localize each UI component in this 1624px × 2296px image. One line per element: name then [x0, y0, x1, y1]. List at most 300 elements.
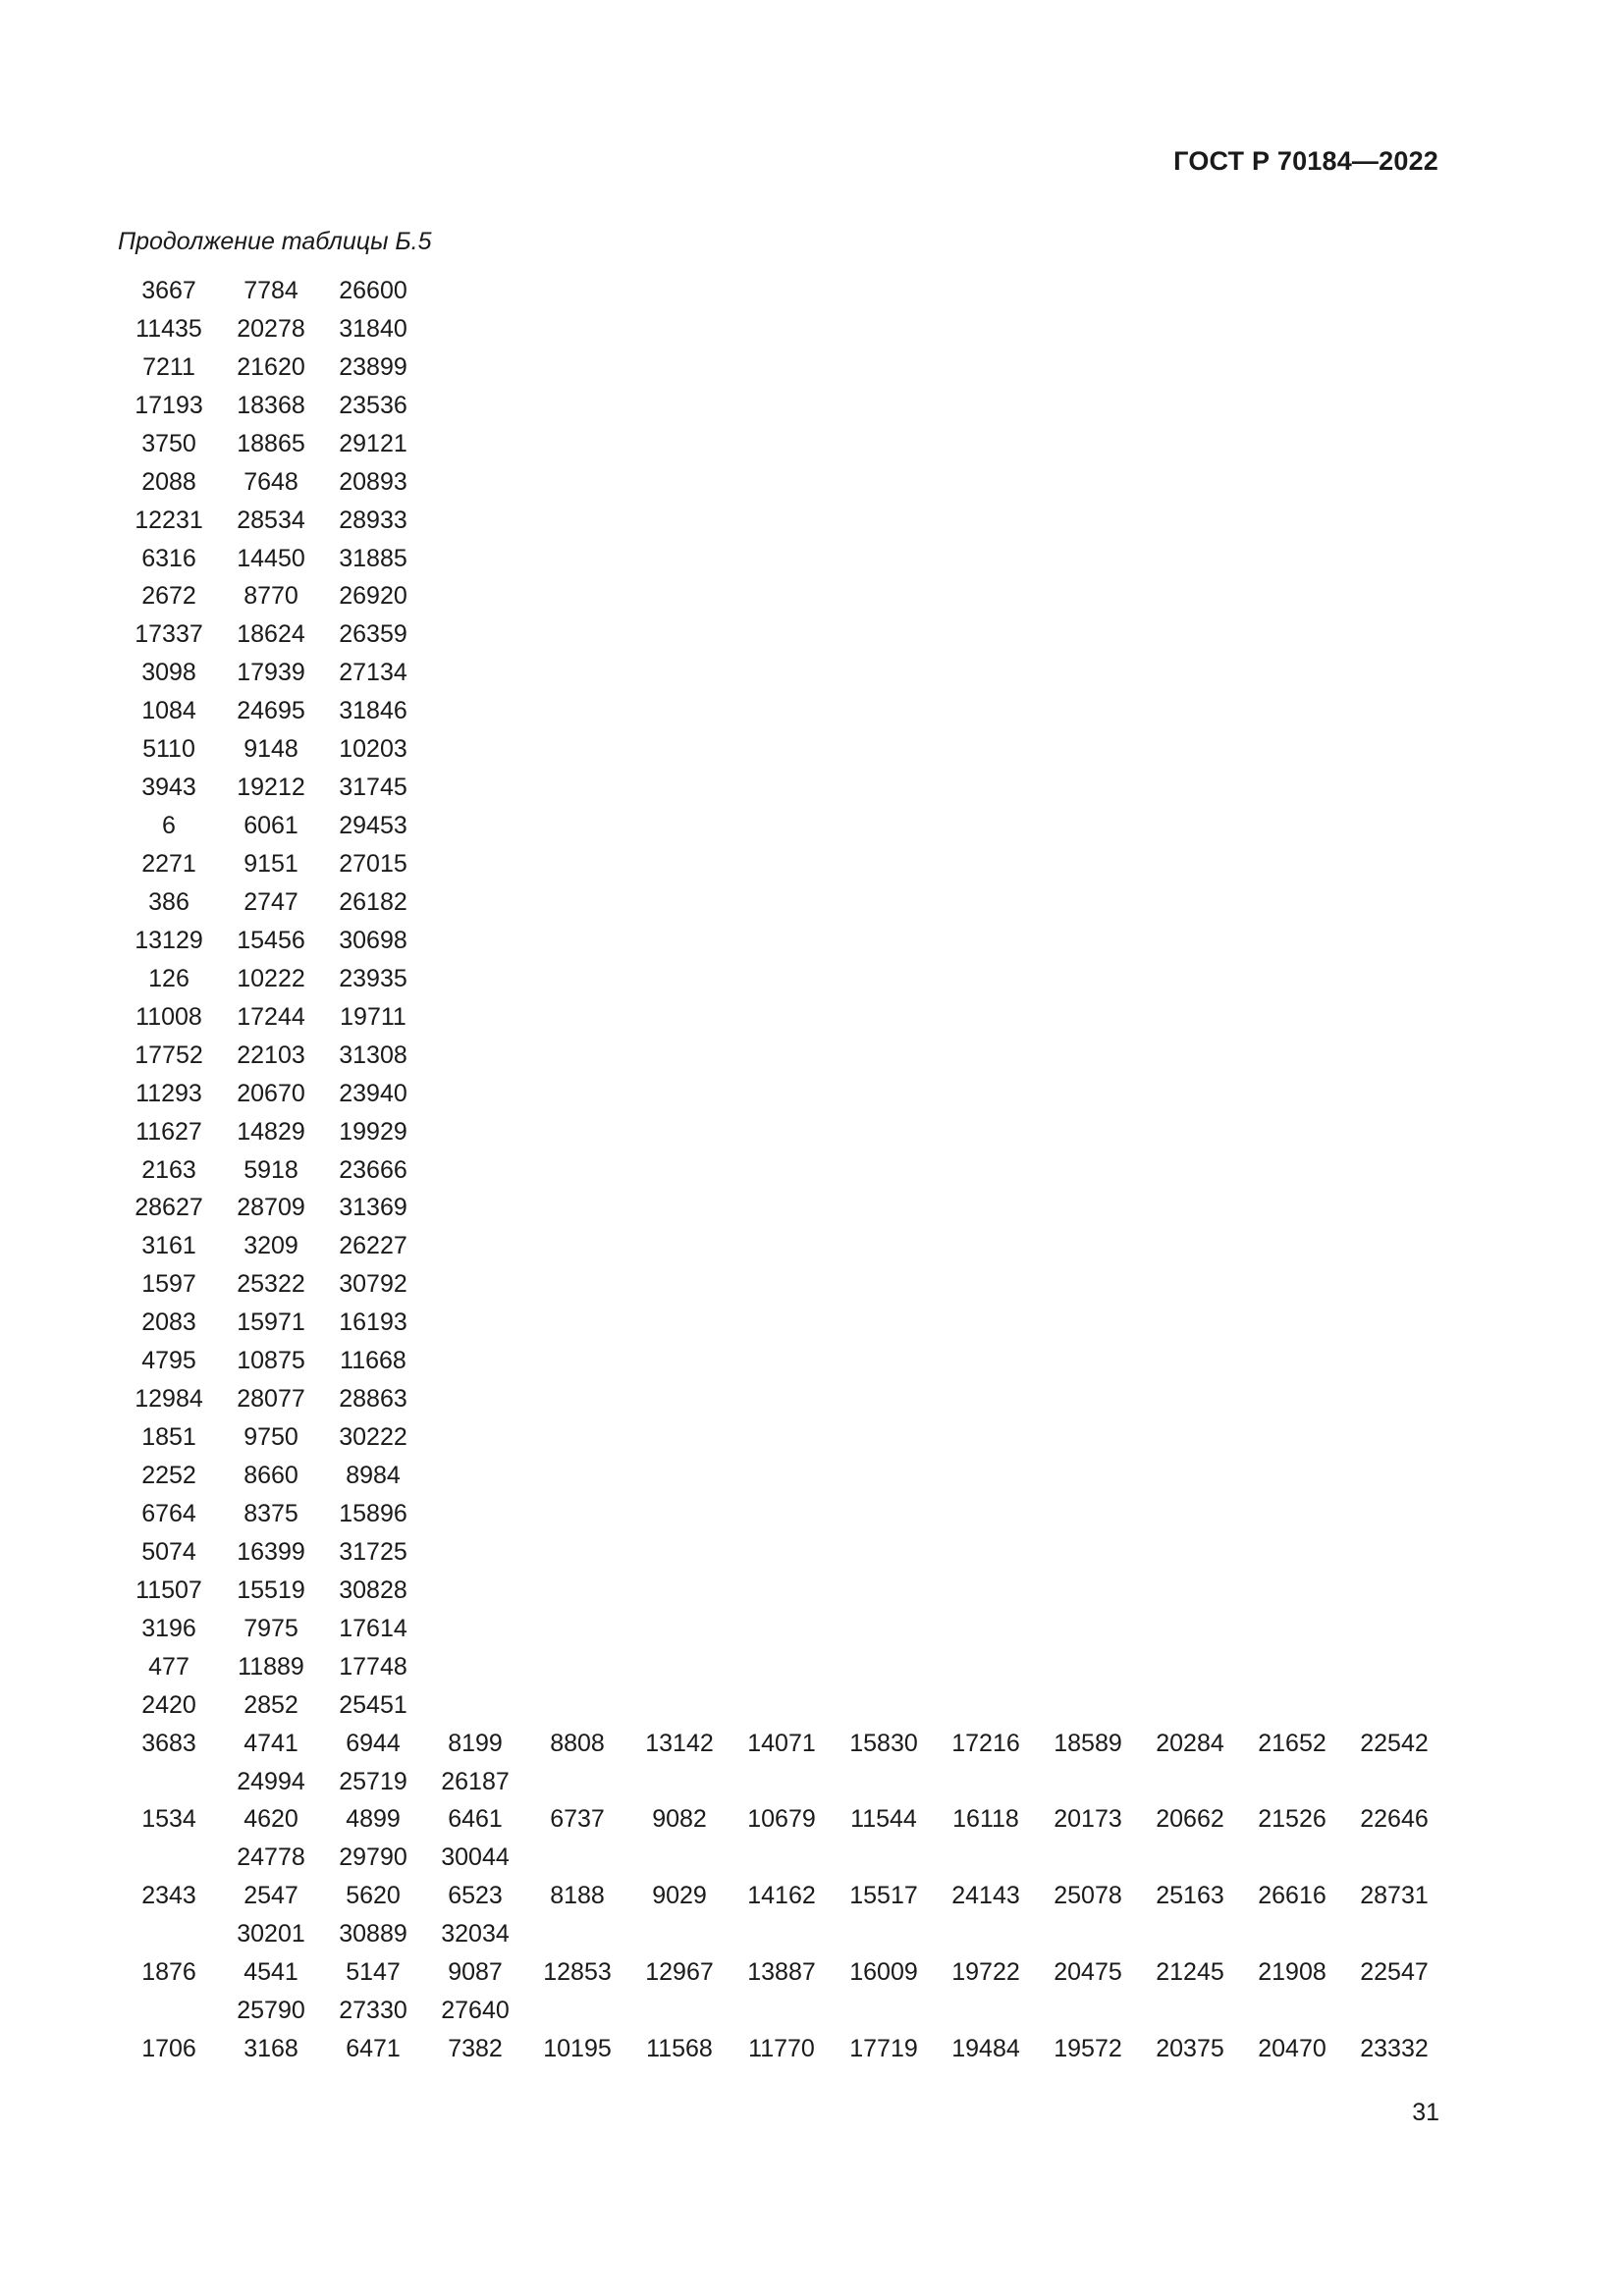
table-cell [731, 1265, 833, 1304]
table-cell [628, 1648, 731, 1686]
table-cell [1343, 883, 1445, 922]
table-cell [1037, 1304, 1139, 1342]
table-cell [1037, 654, 1139, 692]
table-cell [424, 654, 526, 692]
table-cell [424, 1457, 526, 1495]
table-cell [424, 540, 526, 578]
table-cell: 23940 [339, 1079, 407, 1107]
table-cell [1139, 1915, 1241, 1953]
table-cell [935, 1342, 1037, 1380]
table-cell [731, 348, 833, 387]
table-cell: 30222 [339, 1423, 407, 1452]
table-cell [1241, 1151, 1343, 1190]
table-cell [1037, 1418, 1139, 1457]
table-cell [1037, 348, 1139, 387]
table-cell [424, 1572, 526, 1610]
table-cell [526, 1075, 628, 1113]
table-cell [628, 730, 731, 769]
table-row [118, 1457, 1445, 1495]
table-cell [1343, 1610, 1445, 1648]
table-cell [1139, 1342, 1241, 1380]
table-cell: 11544 [850, 1805, 917, 1834]
table-cell: 10875 [237, 1347, 305, 1375]
table-cell: 26616 [1258, 1882, 1326, 1910]
table-cell: 10195 [543, 2035, 612, 2063]
table-cell [1139, 922, 1241, 960]
table-cell [118, 1992, 220, 2030]
table-cell [628, 769, 731, 807]
table-cell [731, 1151, 833, 1190]
table-cell [1037, 1113, 1139, 1151]
table-row [118, 1190, 1445, 1228]
table-cell [424, 1037, 526, 1075]
table-cell [731, 960, 833, 998]
table-cell: 4541 [244, 1958, 298, 1987]
table-cell [731, 692, 833, 730]
table-cell [731, 615, 833, 654]
table-row [118, 387, 1445, 425]
table-cell: 22542 [1360, 1729, 1429, 1757]
table-cell [833, 348, 935, 387]
table-cell [1037, 578, 1139, 616]
table-cell: 18589 [1054, 1729, 1122, 1757]
table-cell: 25719 [339, 1767, 407, 1795]
document-id: ГОСТ Р 70184—2022 [1173, 146, 1438, 176]
table-cell [935, 807, 1037, 845]
table-cell: 25078 [1054, 1882, 1122, 1910]
table-cell [1343, 807, 1445, 845]
table-cell: 3209 [244, 1232, 298, 1260]
table-cell [1241, 1113, 1343, 1151]
table-cell: 26227 [339, 1232, 407, 1260]
table-cell: 22103 [237, 1041, 305, 1069]
table-cell [935, 1572, 1037, 1610]
table-cell [424, 1495, 526, 1533]
table-cell [1343, 272, 1445, 310]
table-cell [1037, 1037, 1139, 1075]
table-cell [526, 1151, 628, 1190]
table-cell [833, 1457, 935, 1495]
table-cell [1241, 960, 1343, 998]
table-cell: 20670 [237, 1079, 305, 1107]
table-cell [1343, 922, 1445, 960]
table-cell [628, 1113, 731, 1151]
table-row [118, 1648, 1445, 1686]
table-cell [1139, 807, 1241, 845]
table-cell: 2747 [244, 887, 298, 916]
table-row [118, 1342, 1445, 1380]
table-cell [526, 1915, 628, 1953]
table-cell [1139, 1457, 1241, 1495]
table-cell: 126 [148, 964, 189, 992]
table-cell: 24994 [237, 1767, 305, 1795]
table-cell [1037, 1457, 1139, 1495]
table-cell [1241, 922, 1343, 960]
table-cell [833, 425, 935, 463]
table-cell [1241, 1610, 1343, 1648]
table-cell [935, 1915, 1037, 1953]
table-cell [1241, 272, 1343, 310]
table-cell [1037, 730, 1139, 769]
table-cell: 28709 [237, 1194, 305, 1222]
table-cell [1037, 1342, 1139, 1380]
table-cell [424, 1342, 526, 1380]
table-cell [731, 1572, 833, 1610]
table-cell [1343, 1915, 1445, 1953]
table-cell [1343, 1418, 1445, 1457]
table-cell [833, 692, 935, 730]
table-cell [731, 1533, 833, 1572]
table-cell: 6061 [244, 812, 298, 840]
table-cell: 19722 [951, 1958, 1020, 1987]
table-cell: 17337 [135, 620, 203, 649]
table-cell [424, 502, 526, 540]
table-cell [526, 807, 628, 845]
table-cell [1343, 1648, 1445, 1686]
table-cell [833, 1572, 935, 1610]
table-cell: 3168 [244, 2035, 298, 2063]
table-cell [1139, 1839, 1241, 1877]
table-cell: 17939 [237, 659, 305, 687]
table-row [118, 1915, 1445, 1953]
table-cell [628, 425, 731, 463]
table-cell [935, 960, 1037, 998]
table-cell [935, 1839, 1037, 1877]
table-cell [1139, 1113, 1241, 1151]
table-cell [1139, 1992, 1241, 2030]
table-cell: 22646 [1360, 1805, 1429, 1834]
table-cell [424, 1265, 526, 1304]
table-cell [424, 1380, 526, 1418]
table-cell [1037, 1380, 1139, 1418]
table-cell [935, 1151, 1037, 1190]
table-cell [1139, 1763, 1241, 1801]
table-cell [1037, 1190, 1139, 1228]
table-cell [833, 960, 935, 998]
table-row [118, 1265, 1445, 1304]
table-cell: 7784 [244, 276, 298, 304]
table-cell [1343, 348, 1445, 387]
table-cell [731, 769, 833, 807]
table-cell [731, 540, 833, 578]
table-row [118, 502, 1445, 540]
table-cell [731, 387, 833, 425]
table-cell [526, 1113, 628, 1151]
table-cell [731, 1839, 833, 1877]
table-cell: 13887 [747, 1958, 816, 1987]
table-cell [1139, 998, 1241, 1037]
table-cell: 18865 [237, 429, 305, 457]
table-cell [833, 1418, 935, 1457]
table-cell [833, 730, 935, 769]
table-cell [1037, 807, 1139, 845]
table-cell [628, 502, 731, 540]
table-cell: 8375 [244, 1499, 298, 1527]
table-cell: 16009 [849, 1958, 918, 1987]
table-cell: 10203 [339, 735, 407, 764]
table-cell [526, 1610, 628, 1648]
table-cell: 28731 [1360, 1882, 1429, 1910]
table-cell [628, 1992, 731, 2030]
table-cell [1241, 769, 1343, 807]
table-cell: 31745 [339, 774, 407, 802]
table-row [118, 1839, 1445, 1877]
table-cell: 29453 [339, 812, 407, 840]
table-cell [935, 310, 1037, 348]
table-cell [935, 1610, 1037, 1648]
table-cell: 21652 [1258, 1729, 1326, 1757]
table-cell [628, 272, 731, 310]
table-cell [833, 578, 935, 616]
table-cell [424, 1227, 526, 1265]
table-cell [628, 1151, 731, 1190]
table-row [118, 578, 1445, 616]
table-cell [526, 578, 628, 616]
table-cell [628, 1037, 731, 1075]
table-cell [731, 807, 833, 845]
table-cell: 17748 [339, 1652, 407, 1681]
table-cell: 28534 [237, 506, 305, 534]
table-cell: 26182 [339, 887, 407, 916]
table-cell [526, 1533, 628, 1572]
table-cell [731, 578, 833, 616]
table-cell [1343, 730, 1445, 769]
table-cell [526, 998, 628, 1037]
table-cell [1037, 1265, 1139, 1304]
table-cell: 20284 [1156, 1729, 1224, 1757]
table-cell [731, 922, 833, 960]
table-cell [424, 1418, 526, 1457]
table-cell: 15517 [849, 1882, 918, 1910]
table-cell [1037, 1533, 1139, 1572]
table-cell [628, 1418, 731, 1457]
table-row [118, 807, 1445, 845]
table-cell: 31840 [339, 314, 407, 343]
table-cell: 17216 [951, 1729, 1020, 1757]
table-cell [1241, 1686, 1343, 1725]
table-cell: 11668 [340, 1347, 406, 1375]
table-cell [833, 1113, 935, 1151]
table-cell [424, 1304, 526, 1342]
table-cell [1139, 387, 1241, 425]
table-cell [1139, 1495, 1241, 1533]
table-row [118, 1572, 1445, 1610]
table-cell [1343, 960, 1445, 998]
table-cell [1343, 540, 1445, 578]
table-cell: 11770 [748, 2035, 815, 2063]
table-cell [935, 692, 1037, 730]
table-cell: 21526 [1258, 1805, 1326, 1834]
table-cell [628, 1839, 731, 1877]
table-cell: 27640 [441, 1997, 510, 2025]
table-cell [935, 272, 1037, 310]
table-cell [1343, 1533, 1445, 1572]
table-row [118, 1075, 1445, 1113]
table-cell [1343, 1113, 1445, 1151]
table-cell: 26920 [339, 582, 407, 611]
table-cell [731, 1227, 833, 1265]
table-cell: 6944 [346, 1729, 401, 1757]
table-cell: 17752 [135, 1041, 203, 1069]
table-cell: 19929 [339, 1117, 407, 1146]
table-cell [731, 1037, 833, 1075]
table-cell [833, 1495, 935, 1533]
table-cell: 11627 [135, 1117, 202, 1146]
table-cell: 1084 [141, 697, 196, 725]
table-cell [1343, 1075, 1445, 1113]
table-cell [731, 1610, 833, 1648]
page-number: 31 [1412, 2099, 1439, 2126]
table-cell [1241, 692, 1343, 730]
table-cell [424, 615, 526, 654]
table-cell [526, 654, 628, 692]
table-row [118, 960, 1445, 998]
table-cell: 3196 [141, 1614, 196, 1642]
table-cell: 25451 [339, 1690, 407, 1719]
table-cell [1241, 502, 1343, 540]
table-row [118, 1992, 1445, 2030]
table-cell [526, 692, 628, 730]
table-cell: 8808 [550, 1729, 605, 1757]
table-cell [833, 1075, 935, 1113]
table-cell [935, 578, 1037, 616]
table-cell: 11889 [238, 1652, 304, 1681]
table-cell [1139, 348, 1241, 387]
table-cell [731, 425, 833, 463]
table-cell [1241, 1992, 1343, 2030]
table-cell: 23935 [339, 964, 407, 992]
table-cell [1343, 1037, 1445, 1075]
table-cell [1139, 1151, 1241, 1190]
table-cell [1037, 1915, 1139, 1953]
table-cell: 3943 [141, 774, 196, 802]
table-cell [1343, 502, 1445, 540]
table-cell [935, 922, 1037, 960]
table-cell: 30044 [441, 1843, 510, 1872]
table-cell: 17719 [849, 2035, 918, 2063]
table-cell: 1597 [141, 1270, 196, 1299]
table-cell [1241, 615, 1343, 654]
table-cell [628, 1457, 731, 1495]
table-cell [424, 1610, 526, 1648]
table-cell [731, 1457, 833, 1495]
table-cell [935, 1457, 1037, 1495]
table-cell: 31369 [339, 1194, 407, 1222]
table-cell [526, 1686, 628, 1725]
table-cell [935, 769, 1037, 807]
table-cell: 28627 [135, 1194, 203, 1222]
table-cell [1037, 845, 1139, 883]
table-cell [1037, 310, 1139, 348]
table-cell [1139, 1572, 1241, 1610]
number-table [118, 272, 1445, 2068]
table-cell: 12231 [135, 506, 203, 534]
table-cell: 14829 [237, 1117, 305, 1146]
table-cell [628, 960, 731, 998]
table-cell [1241, 1227, 1343, 1265]
table-cell [526, 1418, 628, 1457]
table-cell: 25790 [237, 1997, 305, 2025]
table-cell [1037, 1572, 1139, 1610]
table-cell: 2852 [244, 1690, 298, 1719]
table-cell: 5147 [346, 1958, 401, 1987]
table-cell [628, 578, 731, 616]
table-cell [628, 348, 731, 387]
table-cell: 21620 [237, 352, 305, 381]
table-cell [526, 1839, 628, 1877]
table-cell: 14450 [237, 544, 305, 572]
table-cell: 17193 [135, 391, 203, 419]
table-cell [424, 769, 526, 807]
table-cell [1343, 845, 1445, 883]
table-cell [526, 1342, 628, 1380]
table-cell: 28933 [339, 506, 407, 534]
table-cell [1139, 1533, 1241, 1572]
table-cell [1241, 845, 1343, 883]
table-row [118, 1037, 1445, 1075]
table-cell [628, 1342, 731, 1380]
table-cell [1241, 1075, 1343, 1113]
table-cell [833, 998, 935, 1037]
table-cell: 6737 [550, 1805, 605, 1834]
table-cell [526, 1648, 628, 1686]
table-cell [731, 1380, 833, 1418]
table-cell: 3750 [141, 429, 196, 457]
table-cell [1037, 1992, 1139, 2030]
table-cell: 6316 [141, 544, 196, 572]
table-cell: 22547 [1360, 1958, 1429, 1987]
table-cell [1343, 1342, 1445, 1380]
table-cell: 10222 [237, 964, 305, 992]
table-cell [628, 1075, 731, 1113]
table-cell [935, 502, 1037, 540]
table-cell [1241, 1915, 1343, 1953]
table-cell [833, 1839, 935, 1877]
table-cell [833, 615, 935, 654]
table-cell [1037, 272, 1139, 310]
table-cell [731, 463, 833, 502]
table-cell [833, 1686, 935, 1725]
table-cell [833, 1190, 935, 1228]
table-cell [935, 348, 1037, 387]
table-cell: 9082 [652, 1805, 707, 1834]
table-cell: 11568 [646, 2035, 713, 2063]
table-row [118, 1151, 1445, 1190]
table-cell: 9029 [652, 1882, 707, 1910]
table-cell [1343, 1457, 1445, 1495]
table-cell [424, 348, 526, 387]
table-cell [1343, 654, 1445, 692]
table-row [118, 425, 1445, 463]
table-cell [526, 502, 628, 540]
table-cell [1241, 1265, 1343, 1304]
table-cell [1241, 1380, 1343, 1418]
table-cell [1241, 883, 1343, 922]
table-cell [1241, 1304, 1343, 1342]
table-cell: 26600 [339, 276, 407, 304]
table-cell: 28077 [237, 1385, 305, 1414]
table-cell [731, 1075, 833, 1113]
table-cell [833, 1648, 935, 1686]
table-cell [424, 730, 526, 769]
table-cell: 27015 [339, 850, 407, 879]
table-cell: 6471 [346, 2035, 401, 2063]
table-cell [731, 654, 833, 692]
table-cell [731, 272, 833, 310]
table-cell [1241, 540, 1343, 578]
table-cell [1037, 1075, 1139, 1113]
table-cell: 15519 [237, 1575, 305, 1604]
